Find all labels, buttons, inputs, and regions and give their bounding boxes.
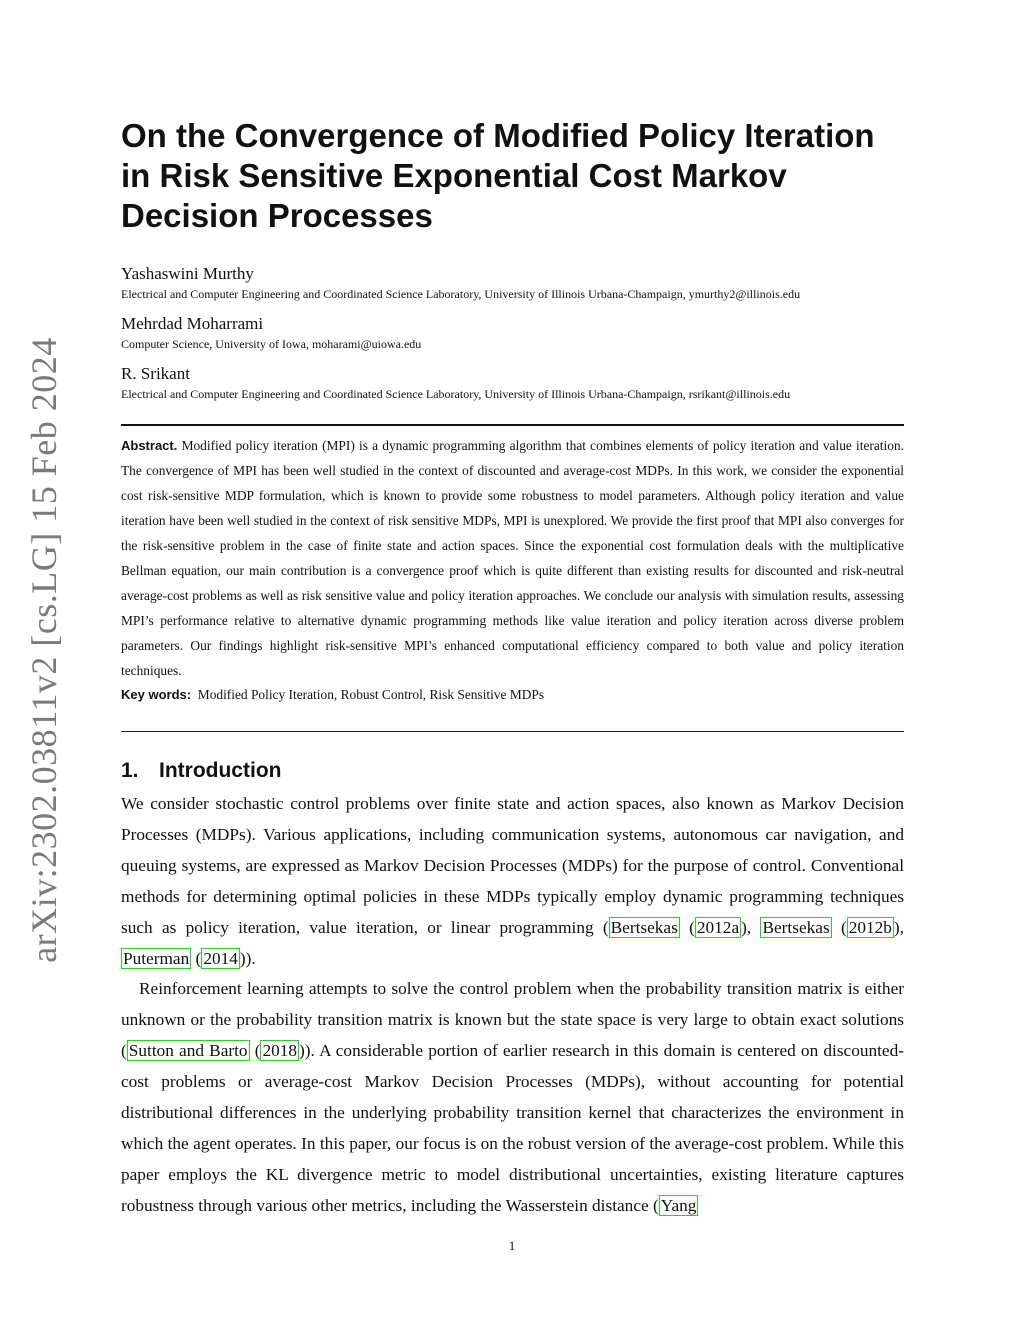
- abstract: [121, 433, 904, 683]
- intro-paragraph-2: [121, 973, 904, 1221]
- citation-link[interactable]: Puterman: [123, 949, 190, 968]
- author-block-2: [121, 313, 921, 353]
- citation-link[interactable]: Bertsekas: [610, 918, 678, 937]
- keywords-text: Modified Policy Iteration, Robust Control, Risk Sensitive MDPs: [197, 687, 545, 702]
- section-number: 1.: [121, 759, 139, 782]
- author-name: Yashaswini Murthy: [121, 264, 254, 283]
- paragraph-text: (: [191, 949, 202, 968]
- abstract-text: Modified policy iteration (MPI) is a dynamic programming algorithm that combines elements of policy iteration and value iteration. The convergence of MPI has been well studied in the context of discounted and average-cost MDPs. In this work, we consider the exponential cost risk-sensitive MDP formulation, which is known to provide some robustness to model parameters. Although policy iteration and value iteration have been well studied in the context of risk sensitive MDPs, MPI is unexplored. We provide the first proof that MPI also converges for the risk-sensitive problem in the case of finite state and action spaces. Since the exponential cost formulation deals with the multiplicative Bellman equation, our main contribution is a convergence proof which is quite different than existing results for discounted and risk-neutral average-cost problems as well as risk sensitive value and policy iteration approaches. We conclude our analysis with simulation results, assessing MPI’s performance relative to alternative dynamic programming methods like value iteration and policy iteration across diverse problem parameters. Our findings highlight risk-sensitive MPI’s enhanced computational efficiency compared to both value and policy iteration techniques.: [121, 438, 904, 678]
- keywords-label: Key words:: [121, 687, 192, 702]
- paragraph-text: Reinforcement learning attempts to solve the control problem when the probability transition matrix is either unknown or the probability transition matrix is known but the state space is very large to obtain exact solutions (: [121, 979, 904, 1060]
- paragraph-text: ),: [741, 918, 761, 937]
- paragraph-text: ),: [893, 918, 904, 937]
- abstract-label: Abstract.: [121, 438, 178, 453]
- page-number: 1: [508, 1238, 516, 1253]
- section-heading-introduction: [121, 757, 281, 785]
- author-block-3: [121, 363, 921, 403]
- citation-link[interactable]: 2014: [203, 949, 238, 968]
- citation-link[interactable]: 2018: [262, 1041, 298, 1060]
- paragraph-text: )).: [239, 949, 256, 968]
- author-affiliation: Electrical and Computer Engineering and Coordinated Science Laboratory, University of Illinois Urbana-Champaign, rsrikant@illinois.edu: [121, 387, 791, 401]
- author-block-1: [121, 263, 921, 303]
- paragraph-text: (: [831, 918, 847, 937]
- section-title: Introduction: [159, 759, 282, 782]
- abstract-top-rule: [121, 424, 904, 426]
- paragraph-text: (: [249, 1041, 261, 1060]
- keywords: [121, 684, 904, 706]
- abstract-bottom-rule: [121, 731, 904, 732]
- paragraph-text: We consider stochastic control problems over finite state and action spaces, also known as Markov Decision Processes (MDPs). Various applications, including communication systems, autonomous car navigation, and queuing systems, are expressed as Markov Decision Processes (MDPs) for the purpose of control. Conventional methods for determining optimal policies in these MDPs typically employ dynamic programming techniques such as policy iteration, value iteration, or linear programming (: [121, 794, 904, 937]
- citation-link[interactable]: 2012b: [848, 918, 892, 937]
- paragraph-text: (: [679, 918, 695, 937]
- paper-title: On the Convergence of Modified Policy Iteration in Risk Sensitive Exponential Cost Markov Decision Processes: [121, 117, 875, 234]
- citation-link[interactable]: 2012a: [696, 918, 740, 937]
- citation-link[interactable]: Bertsekas: [762, 918, 830, 937]
- arxiv-watermark: arXiv:2302.03811v2 [cs.LG] 15 Feb 2024: [24, 337, 64, 963]
- intro-paragraph-1: [121, 788, 904, 974]
- paragraph-text: )). A considerable portion of earlier research in this domain is centered on discounted-cost problems or average-cost Markov Decision Processes (MDPs), without accounting for potential distributional differences in the underlying probability transition kernel that characterizes the environment in which the agent operates. In this paper, our focus is on the robust version of the average-cost problem. While this paper employs the KL divergence metric to model distributional uncertainties, existing literature captures robustness through various other metrics, including the Wasserstein distance (: [121, 1041, 904, 1215]
- author-affiliation: Computer Science, University of Iowa, moharami@uiowa.edu: [121, 337, 422, 351]
- citation-link[interactable]: Yang: [660, 1196, 697, 1215]
- citation-link[interactable]: Sutton and Barto: [128, 1041, 248, 1060]
- author-name: R. Srikant: [121, 364, 190, 383]
- author-name: Mehrdad Moharrami: [121, 314, 264, 333]
- author-affiliation: Electrical and Computer Engineering and Coordinated Science Laboratory, University of Illinois Urbana-Champaign, ymurthy2@illinois.edu: [121, 287, 801, 301]
